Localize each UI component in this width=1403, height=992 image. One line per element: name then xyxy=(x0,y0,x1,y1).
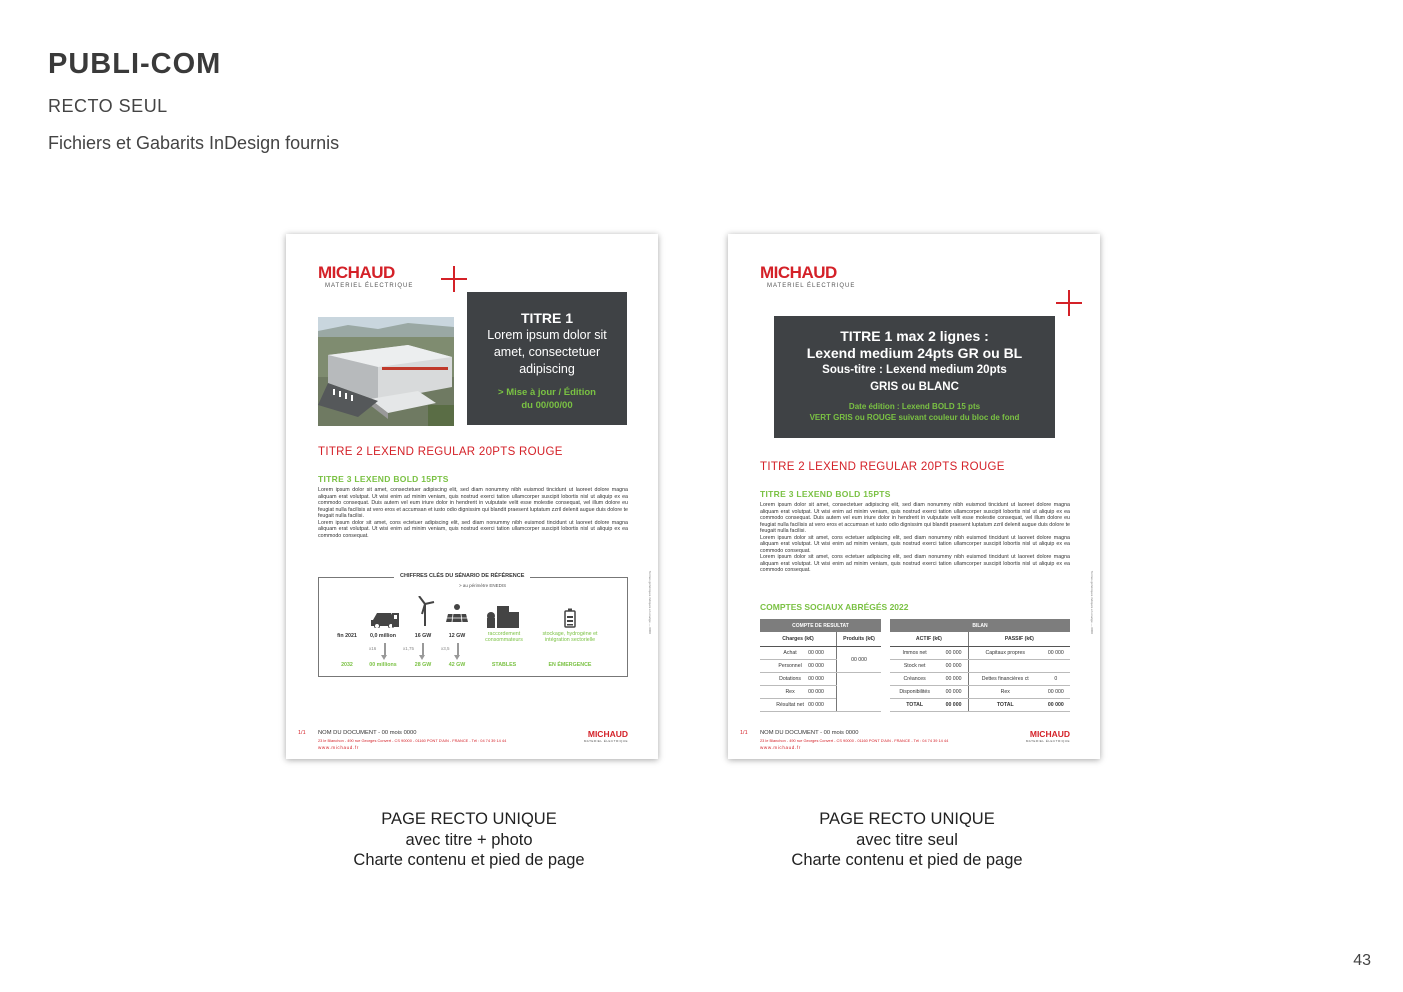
page-footer: 1/1 NOM DU DOCUMENT - 00 mois 0000 23 le Blanchon - 490 rue Georges Convert - CS 90000 - 01160 PONT D'AIN - FRANCE - Tél : 04 74 39 14 44 www.michaud.fr MICHAUD MATERIEL ÉLECTRIQUE xyxy=(740,729,1070,750)
page-subtitle: RECTO SEUL xyxy=(48,96,168,116)
table-row: TOTAL 00 000 TOTAL 00 000 xyxy=(890,699,1070,712)
template-preview-title-only: MICHAUD MATERIEL ÉLECTRIQUE TITRE 1 max 2 lignes : Lexend medium 24pts GR ou BL Sous-titre : Lexend medium 20pts GRIS ou BLANC Date édition : Lexend BOLD 15 pts VERT GRIS ou ROUGE suivant couleur du bloc de fond TITRE 2 LEXEND REGULAR 20PTS ROUGE TITRE 3 LEXEND BOLD 15PTS Lorem ipsum dolor sit amet, consectetuer adipiscing elit, sed diam nonummy nibh euismod tincidunt ut laoreet dolore magna aliquam erat volutpat. Ut wisi enim ad minim veniam, quis nostrud exerci tation ullamcorper suscipit lobortis nisl ut aliquip ex ea commodo consequat. Duis autem vel eum iriure dolor in hendrerit in vulputate velit esse molestie consequat, vel illum dolore eu feugiat nulla facilisis at vero eros et accumsan et iusto odio dignissim qui blandit praesent luptatum zzril delenit augue duis dolore te feugait nulla facilisi. Lorem ipsum dolor sit amet, cons ectetuer adipiscing elit, sed diam nonummy nibh euismod tincidunt ut laoreet dolore magna aliquam erat volutpat. Ut wisi enim ad minim veniam, quis nostrud exerci tation ullamcorper suscipit lobortis nisl ut aliquip ex ea commodo consequat. Lorem ipsum dolor sit amet, cons ectetuer adipiscing elit, sed diam nonummy nibh euismod tincidunt ut laoreet dolore magna aliquam erat volutpat. Ut wisi enim ad minim veniam, quis nostrud exerci tation ullamcorper suscipit lobortis nisl ut aliquip ex ea commodo consequat. COMPTES SOCIAUX ABRÉGÉS 2022 COMPTE DE RESULTAT Charges (k€) Produits (k€) Achat 00 000 00 000 Personnel 00 000 Dotations 00 000 Rex 00 000 Résultat net 00 000 BILAN ACTIF (k€) PASSIF (k€) Immos net 00 000 Capitaux propres 00 000 Stock net 00 000 Créances 00 000 Dettes financières ct 0 Disponibilités 00 000 Rex 00 000 TOTAL 00 000 TOTAL 00 000 Termes génériques indiqués en orange — 0000 1/1 NOM DU DOCUMENT - 00 mois 0000 23 le Blanchon - 490 rue Georges Convert - CS 90000 - 01160 PONT D'AIN - FRANCE - Tél : 04 74 39 14 44 www.michaud.fr MICHAUD MATERIEL ÉLECTRIQUE xyxy=(728,234,1100,759)
red-cross-icon xyxy=(441,266,467,292)
page-description: Fichiers et Gabarits InDesign fournis xyxy=(48,133,340,153)
table-row: Stock net 00 000 xyxy=(890,660,1070,673)
caption-left: PAGE RECTO UNIQUE avec titre + photo Charte contenu et pied de page xyxy=(353,810,585,869)
table-row: Disponibilités 00 000 Rex 00 000 xyxy=(890,686,1070,699)
heading-level3: TITRE 3 LEXEND BOLD 15PTS xyxy=(760,489,891,499)
footer-logo: MICHAUD MATERIEL ÉLECTRIQUE xyxy=(1025,729,1070,743)
michaud-logo: MICHAUD MATERIEL ÉLECTRIQUE xyxy=(760,263,856,289)
body-text: Lorem ipsum dolor sit amet, consectetuer adipiscing elit, sed diam nonummy nibh euismod tincidunt ut laoreet dolore magna aliquam erat volutpat. Ut wisi enim ad minim veniam, quis nostrud exerci tation ullamcorper suscipit lobortis nisl ut aliquip ex ea commodo consequat. Duis autem vel eum iriure dolor in hendrerit in vulputate velit esse molestie consequat, vel illum dolore eu feugiat nulla facilisis at vero eros et accumsan et iusto odio dignissim qui blandit praesent luptatum zzril delenit augue duis dolore te feugait nulla facilisi. Lorem ipsum dolor sit amet, cons ectetuer adipiscing elit, sed diam nonummy nibh euismod tincidunt ut laoreet dolore magna aliquam erat volutpat. Ut wisi enim ad minim veniam, quis nostrud exerci tation ullamcorper suscipit lobortis nisl ut aliquip ex ea commodo consequat. Lorem ipsum dolor sit amet, cons ectetuer adipiscing elit, sed diam nonummy nibh euismod tincidunt ut laoreet dolore magna aliquam erat volutpat. Ut wisi enim ad minim veniam, quis nostrud exerci tation ullamcorper suscipit lobortis nisl ut aliquip ex ea commodo consequat. xyxy=(760,502,1070,573)
table-row: Rex 00 000 xyxy=(760,686,881,699)
body-text: Lorem ipsum dolor sit amet, consectetuer adipiscing elit, sed diam nonummy nibh euismod tincidunt ut laoreet dolore magna aliquam erat volutpat. Ut wisi enim ad minim veniam, quis nostrud exerci tation ullamcorper suscipit lobortis nisl ut aliquip ex ea commodo consequat. Duis autem vel eum iriure dolor in hendrerit in vulputate velit esse molestie consequat, vel illum dolore eu feugiat nulla facilisis at vero eros et accumsan et iusto odio dignissim qui blandit praesent luptatum zzril delenit augue duis dolore te feugait nulla facilisi. Lorem ipsum dolor sit amet, cons ectetuer adipiscing elit, sed diam nonummy nibh euismod tincidunt ut laoreet dolore magna aliquam erat volutpat. Ut wisi enim ad minim veniam, quis nostrud exerci tation ullamcorper suscipit lobortis nisl ut aliquip ex ea commodo consequat. xyxy=(318,487,628,539)
caption-right: PAGE RECTO UNIQUE avec titre seul Charte contenu et pied de page xyxy=(791,810,1023,869)
wind-turbine-icon xyxy=(415,596,435,628)
table-row: Immos net 00 000 Capitaux propres 00 000 xyxy=(890,647,1070,660)
charger-icon xyxy=(391,610,401,628)
income-statement-table: COMPTE DE RESULTAT Charges (k€) Produits (k€) Achat 00 000 00 000 Personnel 00 000 Dotations 00 000 Rex 00 000 Résultat net 00 000 xyxy=(760,619,881,712)
table-row: Achat 00 000 00 000 xyxy=(760,647,881,660)
page-number: 43 xyxy=(1353,952,1371,969)
heading-level3: TITRE 3 LEXEND BOLD 15PTS xyxy=(318,474,449,484)
battery-icon xyxy=(563,608,577,628)
title-block: TITRE 1 Lorem ipsum dolor sit amet, consectetuer adipiscing > Mise à jour / Édition du 00/00/00 xyxy=(467,292,627,425)
table-row: Personnel 00 000 xyxy=(760,660,881,673)
arrow-down-icon xyxy=(422,643,424,657)
table-row: Dotations 00 000 xyxy=(760,673,881,686)
arrow-down-icon xyxy=(457,643,459,657)
buildings-icon xyxy=(485,604,521,628)
heading-level2: TITRE 2 LEXEND REGULAR 20PTS ROUGE xyxy=(318,446,563,458)
michaud-logo: MICHAUD MATERIEL ÉLECTRIQUE xyxy=(318,263,414,289)
accounts-title: COMPTES SOCIAUX ABRÉGÉS 2022 xyxy=(760,602,909,612)
arrow-down-icon xyxy=(384,643,386,657)
key-figures-box: CHIFFRES CLÉS DU SÉNARIO DE RÉFÉRENCE > au périmètre ENEDIS fin 2021 0,0 million 16 GW 12 GW raccordement consommateurs stockage, hydrogène et intégration sectorielle x16 x1,75 x3,5 2032 00 millions 28 GW 42 GW STABLES EN ÉMERGENCE xyxy=(318,577,628,677)
footer-logo: MICHAUD MATERIEL ÉLECTRIQUE xyxy=(583,729,628,743)
solar-panel-icon xyxy=(445,602,469,626)
table-row: Résultat net 00 000 xyxy=(760,699,881,712)
red-cross-icon xyxy=(1056,290,1082,316)
warehouse-photo xyxy=(318,317,454,426)
title-block: TITRE 1 max 2 lignes : Lexend medium 24pts GR ou BL Sous-titre : Lexend medium 20pts GRIS ou BLANC Date édition : Lexend BOLD 15 pts VERT GRIS ou ROUGE suivant couleur du bloc de fond xyxy=(774,316,1055,438)
table-row: Créances 00 000 Dettes financières ct 0 xyxy=(890,673,1070,686)
heading-level2: TITRE 2 LEXEND REGULAR 20PTS ROUGE xyxy=(760,461,1005,473)
page-title: PUBLI-COM xyxy=(48,48,222,80)
template-preview-photo: MICHAUD MATERIEL ÉLECTRIQUE TITRE 1 Lorem ipsum dolor sit amet, consectetuer adipiscing > Mise à jour / Édition du 00/00/00 TITRE 2 LEXEND REGULAR 20PTS ROUGE TITRE 3 LEXEND BOLD 15PTS Lorem ipsum dolor sit amet, consectetuer adipiscing elit, sed diam nonummy nibh euismod tincidunt ut laoreet dolore magna aliquam erat volutpat. Ut wisi enim ad minim veniam, quis nostrud exerci tation ullamcorper suscipit lobortis nisl ut aliquip ex ea commodo consequat. Duis autem vel eum iriure dolor in hendrerit in vulputate velit esse molestie consequat, vel illum dolore eu feugiat nulla facilisis at vero eros et accumsan et iusto odio dignissim qui blandit praesent luptatum zzril delenit augue duis dolore te feugait nulla facilisi. Lorem ipsum dolor sit amet, cons ectetuer adipiscing elit, sed diam nonummy nibh euismod tincidunt ut laoreet dolore magna aliquam erat volutpat. Ut wisi enim ad minim veniam, quis nostrud exerci tation ullamcorper suscipit lobortis nisl ut aliquip ex ea commodo consequat. CHIFFRES CLÉS DU SÉNARIO DE RÉFÉRENCE > au périmètre ENEDIS fin 2021 0,0 million 16 GW 12 GW raccordement consommateurs stockage, hydrogène et intégration sectorielle x16 x1,75 x3,5 2032 00 millions 28 GW 42 GW STABLES EN ÉMERGENCE Termes génériques indiqués en orange — 0000 1/1 NOM DU DOCUMENT - 00 mois 0000 23 le Blanchon - 490 rue Georges Convert - CS 90000 - 01160 PONT D'AIN - FRANCE - Tél : 04 74 39 14 44 www.michaud.fr MICHAUD MATERIEL ÉLECTRIQUE xyxy=(286,234,658,759)
balance-sheet-table: BILAN ACTIF (k€) PASSIF (k€) Immos net 00 000 Capitaux propres 00 000 Stock net 00 000 Créances 00 000 Dettes financières ct 0 Disponibilités 00 000 Rex 00 000 TOTAL 00 000 TOTAL 00 000 xyxy=(890,619,1070,712)
page-footer: 1/1 NOM DU DOCUMENT - 00 mois 0000 23 le Blanchon - 490 rue Georges Convert - CS 90000 - 01160 PONT D'AIN - FRANCE - Tél : 04 74 39 14 44 www.michaud.fr MICHAUD MATERIEL ÉLECTRIQUE xyxy=(298,729,628,750)
